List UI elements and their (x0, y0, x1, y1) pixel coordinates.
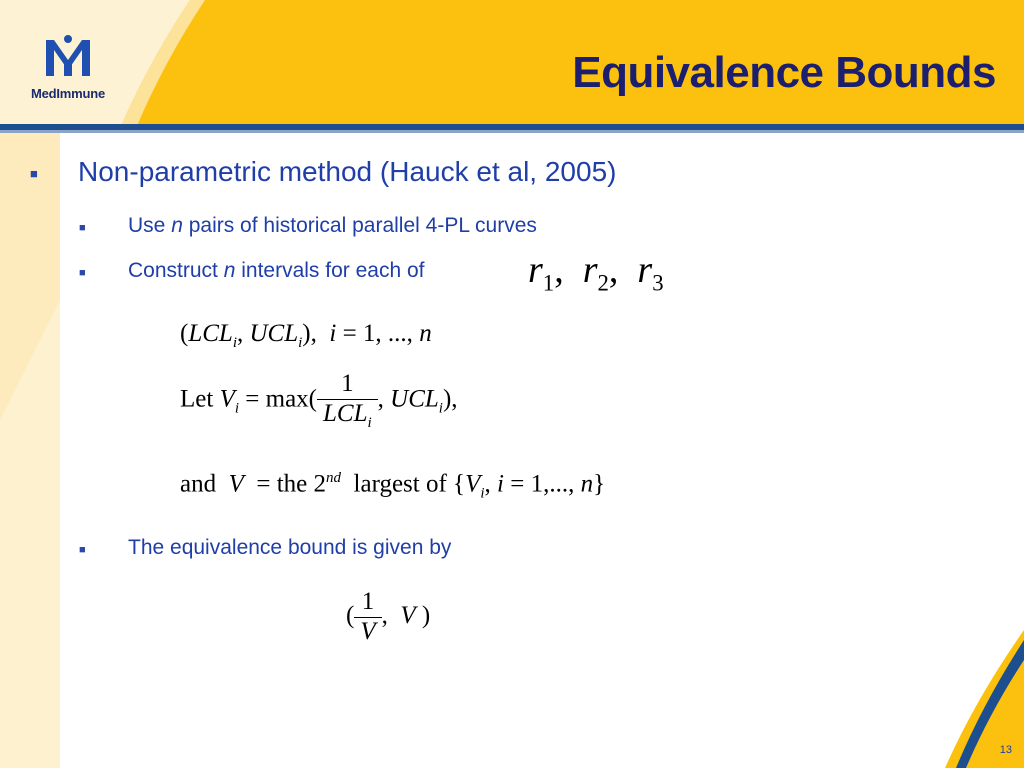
logo-text: MedImmune (30, 86, 106, 101)
bullet-square-icon: ■ (79, 267, 86, 279)
bullet-level2-text: Construct n intervals for each of (128, 259, 425, 282)
page-number: 13 (999, 744, 1012, 756)
math-bound: ( $\frac{1}{V}$ , V ) (346, 588, 431, 645)
page-title: Equivalence Bounds (572, 48, 996, 97)
medimmune-logo-icon (22, 34, 114, 86)
bullet-square-icon: ■ (79, 544, 86, 556)
medimmune-logo (22, 34, 114, 106)
math-let-vi: Let $V_i = \max$( $\frac{1}{LCL_i}$ , $UCL_i$), (180, 370, 458, 431)
math-and-v: and V = the 2nd largest of {$V_i$, i = 1,..., n} (180, 470, 606, 502)
bullet-level2-text: Use n pairs of historical parallel 4-PL curves (128, 214, 537, 237)
bullet-square-icon: ■ (30, 166, 38, 181)
bullet-level2-text: The equivalence bound is given by (128, 536, 452, 559)
bullet-square-icon: ■ (79, 222, 86, 234)
math-intervals: ($LCL_i$, $UCL_i$), i = 1, ..., n (180, 320, 432, 351)
math-ratios: $r_1$, $r_2$, $r_3$ (528, 249, 664, 296)
bullet-level1-text: Non-parametric method (Hauck et al, 2005) (78, 156, 617, 187)
